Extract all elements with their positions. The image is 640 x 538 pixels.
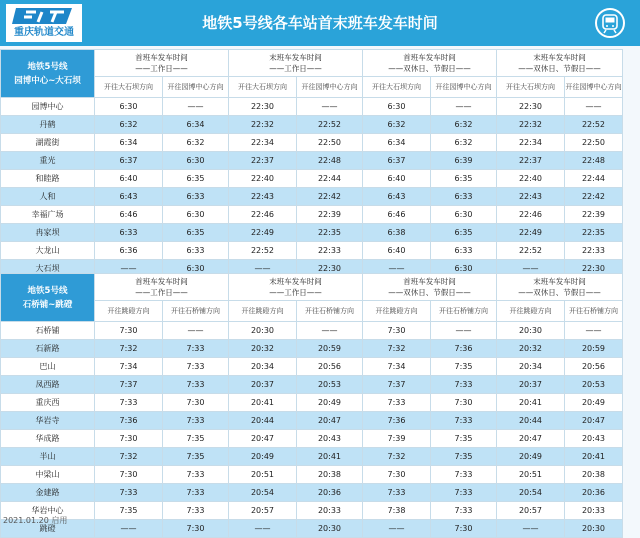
- time-cell: 20:43: [565, 430, 623, 448]
- time-cell: 20:32: [229, 340, 297, 358]
- group-subtitle: ——工作日——: [269, 64, 322, 73]
- time-cell: 20:41: [497, 394, 565, 412]
- time-cell: 22:32: [229, 116, 297, 134]
- time-cell: ——: [229, 260, 297, 278]
- time-cell: 6:34: [363, 134, 431, 152]
- time-cell: 20:59: [565, 340, 623, 358]
- time-cell: 7:33: [95, 394, 163, 412]
- time-cell: 22:49: [229, 224, 297, 242]
- time-cell: 6:30: [431, 206, 497, 224]
- time-cell: 20:44: [497, 412, 565, 430]
- direction-header: 开往石桥铺方向: [297, 301, 363, 322]
- time-cell: 22:46: [229, 206, 297, 224]
- table-row: [1, 206, 623, 224]
- time-cell: 22:39: [297, 206, 363, 224]
- direction-header: 开往跳磴方向: [95, 301, 163, 322]
- group-header: [363, 50, 497, 77]
- timetable-section-1: [0, 49, 623, 278]
- station-name: 冉家坝: [1, 224, 95, 242]
- time-cell: 7:35: [95, 502, 163, 520]
- station-name: 中梁山: [1, 466, 95, 484]
- group-header: [497, 50, 623, 77]
- time-cell: 20:36: [565, 484, 623, 502]
- time-cell: ——: [363, 520, 431, 538]
- time-cell: ——: [431, 322, 497, 340]
- time-cell: ——: [163, 322, 229, 340]
- time-cell: 20:54: [497, 484, 565, 502]
- group-header: [363, 274, 497, 301]
- section-label: [1, 50, 95, 98]
- route-name: 石桥铺~跳磴: [22, 299, 73, 310]
- group-subtitle: ——双休日、节假日——: [388, 64, 471, 73]
- time-cell: 20:41: [565, 448, 623, 466]
- time-cell: 7:30: [163, 520, 229, 538]
- group-subtitle: ——工作日——: [135, 64, 188, 73]
- time-cell: 7:33: [163, 376, 229, 394]
- time-cell: 7:35: [163, 430, 229, 448]
- group-title: 首班车发车时间: [403, 277, 456, 286]
- time-cell: 7:30: [163, 394, 229, 412]
- direction-header: 开往园博中心方向: [565, 77, 623, 98]
- time-cell: 22:48: [565, 152, 623, 170]
- time-cell: 7:30: [95, 466, 163, 484]
- time-cell: 20:59: [297, 340, 363, 358]
- time-cell: 7:39: [363, 430, 431, 448]
- time-cell: 7:32: [363, 340, 431, 358]
- station-name: 凤西路: [1, 376, 95, 394]
- direction-header: 开往石桥铺方向: [431, 301, 497, 322]
- time-cell: 20:33: [565, 502, 623, 520]
- time-cell: 22:33: [297, 242, 363, 260]
- table-row: [1, 322, 623, 340]
- station-name: 跳磴: [1, 520, 95, 538]
- time-cell: 20:47: [497, 430, 565, 448]
- logo-mark-icon: [12, 6, 76, 26]
- time-cell: 20:49: [297, 394, 363, 412]
- time-cell: 6:30: [163, 152, 229, 170]
- time-cell: 6:33: [431, 188, 497, 206]
- station-name: 幸福广场: [1, 206, 95, 224]
- time-cell: 7:30: [363, 322, 431, 340]
- time-cell: 7:33: [431, 376, 497, 394]
- time-cell: 22:52: [497, 242, 565, 260]
- direction-header: 开往园博中心方向: [163, 77, 229, 98]
- time-cell: 6:32: [163, 134, 229, 152]
- time-cell: 7:32: [363, 448, 431, 466]
- group-title: 末班车发车时间: [533, 277, 586, 286]
- time-cell: 7:36: [95, 412, 163, 430]
- section-label: [1, 274, 95, 322]
- time-cell: 20:49: [497, 448, 565, 466]
- station-name: 重庆西: [1, 394, 95, 412]
- station-name: 华岩寺: [1, 412, 95, 430]
- time-cell: 22:44: [297, 170, 363, 188]
- time-cell: 6:46: [363, 206, 431, 224]
- group-subtitle: ——工作日——: [135, 288, 188, 297]
- station-name: 华成路: [1, 430, 95, 448]
- station-name: 半山: [1, 448, 95, 466]
- time-cell: 7:30: [95, 430, 163, 448]
- table-row: [1, 376, 623, 394]
- table-row: [1, 116, 623, 134]
- time-cell: 7:34: [95, 358, 163, 376]
- time-cell: 20:30: [565, 520, 623, 538]
- table-row: [1, 98, 623, 116]
- time-cell: 20:53: [565, 376, 623, 394]
- time-cell: 6:35: [163, 224, 229, 242]
- time-cell: 20:38: [565, 466, 623, 484]
- time-cell: 20:30: [229, 322, 297, 340]
- time-cell: 20:30: [297, 520, 363, 538]
- time-cell: 20:51: [497, 466, 565, 484]
- time-cell: 7:36: [363, 412, 431, 430]
- time-cell: 7:33: [363, 394, 431, 412]
- time-cell: 20:53: [297, 376, 363, 394]
- time-cell: 7:38: [363, 502, 431, 520]
- time-cell: 7:30: [431, 520, 497, 538]
- time-cell: 20:34: [229, 358, 297, 376]
- time-cell: 22:37: [229, 152, 297, 170]
- time-cell: 6:39: [431, 152, 497, 170]
- time-cell: 6:46: [95, 206, 163, 224]
- time-cell: 6:36: [95, 242, 163, 260]
- header: [0, 0, 640, 46]
- time-cell: 7:36: [431, 340, 497, 358]
- time-cell: ——: [497, 260, 565, 278]
- time-cell: 20:33: [297, 502, 363, 520]
- time-cell: 22:50: [297, 134, 363, 152]
- direction-header: 开往园博中心方向: [431, 77, 497, 98]
- time-cell: 7:32: [95, 340, 163, 358]
- time-cell: ——: [229, 520, 297, 538]
- time-cell: 20:47: [565, 412, 623, 430]
- table-row: [1, 188, 623, 206]
- time-cell: 6:33: [163, 188, 229, 206]
- group-header: [95, 50, 229, 77]
- time-cell: 7:35: [431, 358, 497, 376]
- time-cell: 6:40: [363, 170, 431, 188]
- time-cell: 7:30: [431, 394, 497, 412]
- time-cell: 22:34: [229, 134, 297, 152]
- route-name: 园博中心~大石坝: [14, 75, 81, 86]
- direction-header: 开往大石坝方向: [229, 77, 297, 98]
- time-cell: 7:33: [431, 412, 497, 430]
- time-cell: 7:33: [163, 412, 229, 430]
- time-cell: 22:30: [297, 260, 363, 278]
- time-cell: 7:33: [163, 340, 229, 358]
- station-name: 园博中心: [1, 98, 95, 116]
- station-name: 巴山: [1, 358, 95, 376]
- direction-header: 开往大石坝方向: [497, 77, 565, 98]
- station-name: 华岩中心: [1, 502, 95, 520]
- time-cell: 6:35: [431, 224, 497, 242]
- time-cell: 7:34: [363, 358, 431, 376]
- time-cell: 7:33: [431, 502, 497, 520]
- group-header: [229, 274, 363, 301]
- group-subtitle: ——工作日——: [269, 288, 322, 297]
- table-row: [1, 358, 623, 376]
- time-cell: 7:33: [363, 484, 431, 502]
- station-name: 重光: [1, 152, 95, 170]
- time-cell: 6:40: [363, 242, 431, 260]
- time-cell: 20:47: [229, 430, 297, 448]
- station-name: 丹鹤: [1, 116, 95, 134]
- time-cell: 6:43: [95, 188, 163, 206]
- time-cell: ——: [565, 98, 623, 116]
- table-row: [1, 152, 623, 170]
- station-name: 石桥铺: [1, 322, 95, 340]
- time-cell: 22:30: [497, 98, 565, 116]
- time-cell: 6:35: [431, 170, 497, 188]
- table-row: [1, 134, 623, 152]
- time-cell: 20:43: [297, 430, 363, 448]
- line-name: 地铁5号线: [27, 61, 68, 72]
- table-row: [1, 394, 623, 412]
- station-name: 和睦路: [1, 170, 95, 188]
- group-subtitle: ——双休日、节假日——: [518, 64, 601, 73]
- direction-header: 开往园博中心方向: [297, 77, 363, 98]
- time-cell: 7:33: [163, 484, 229, 502]
- table-row: [1, 412, 623, 430]
- logo-text: 重庆轨道交通: [14, 27, 74, 38]
- time-cell: 22:33: [565, 242, 623, 260]
- time-cell: 6:30: [163, 260, 229, 278]
- time-cell: 20:44: [229, 412, 297, 430]
- time-cell: 20:49: [229, 448, 297, 466]
- time-cell: 22:52: [297, 116, 363, 134]
- time-cell: 7:32: [95, 448, 163, 466]
- time-cell: 22:30: [565, 260, 623, 278]
- time-cell: 20:56: [297, 358, 363, 376]
- time-cell: 6:34: [163, 116, 229, 134]
- time-cell: 22:49: [497, 224, 565, 242]
- time-cell: 22:43: [229, 188, 297, 206]
- station-name: 金建路: [1, 484, 95, 502]
- table-row: [1, 242, 623, 260]
- time-cell: 22:34: [497, 134, 565, 152]
- time-cell: ——: [565, 322, 623, 340]
- time-cell: 6:43: [363, 188, 431, 206]
- table-row: [1, 466, 623, 484]
- time-cell: ——: [497, 520, 565, 538]
- time-cell: 6:34: [95, 134, 163, 152]
- time-cell: 22:46: [497, 206, 565, 224]
- time-cell: 20:56: [565, 358, 623, 376]
- direction-header: 开往跳磴方向: [229, 301, 297, 322]
- time-cell: ——: [297, 322, 363, 340]
- time-cell: 22:52: [229, 242, 297, 260]
- time-cell: 22:35: [565, 224, 623, 242]
- time-cell: 7:33: [163, 358, 229, 376]
- time-cell: 22:52: [565, 116, 623, 134]
- time-cell: 6:33: [163, 242, 229, 260]
- direction-header: 开往大石坝方向: [95, 77, 163, 98]
- time-cell: 22:32: [497, 116, 565, 134]
- time-cell: 20:51: [229, 466, 297, 484]
- direction-header: 开往石桥铺方向: [163, 301, 229, 322]
- table-row: [1, 340, 623, 358]
- time-cell: 22:48: [297, 152, 363, 170]
- direction-header: 开往跳磴方向: [497, 301, 565, 322]
- time-cell: 20:47: [297, 412, 363, 430]
- time-cell: 22:39: [565, 206, 623, 224]
- time-cell: 6:35: [163, 170, 229, 188]
- time-cell: 7:33: [431, 466, 497, 484]
- footer-note: 2021.01.20 启用: [3, 516, 68, 525]
- table-row: [1, 448, 623, 466]
- time-cell: 22:50: [565, 134, 623, 152]
- time-cell: 20:37: [229, 376, 297, 394]
- time-cell: 6:32: [431, 134, 497, 152]
- time-cell: 20:57: [497, 502, 565, 520]
- time-cell: 7:30: [95, 322, 163, 340]
- time-cell: 20:49: [565, 394, 623, 412]
- time-cell: 7:33: [163, 502, 229, 520]
- time-cell: 20:36: [297, 484, 363, 502]
- time-cell: 20:30: [497, 322, 565, 340]
- group-header: [95, 274, 229, 301]
- time-cell: 6:33: [431, 242, 497, 260]
- table-row: [1, 170, 623, 188]
- timetable-section-2: [0, 273, 623, 538]
- time-cell: ——: [431, 98, 497, 116]
- time-cell: 22:40: [497, 170, 565, 188]
- station-name: 湖霞街: [1, 134, 95, 152]
- time-cell: ——: [297, 98, 363, 116]
- group-subtitle: ——双休日、节假日——: [388, 288, 471, 297]
- time-cell: ——: [163, 98, 229, 116]
- logo: [6, 4, 82, 42]
- train-icon: [595, 8, 625, 38]
- time-cell: 20:37: [497, 376, 565, 394]
- page-title: 地铁5号线各车站首末班车发车时间: [202, 14, 438, 32]
- station-name: 石新路: [1, 340, 95, 358]
- time-cell: 6:37: [95, 152, 163, 170]
- table-row: [1, 430, 623, 448]
- time-cell: 6:38: [363, 224, 431, 242]
- time-cell: 7:33: [95, 484, 163, 502]
- time-cell: 7:35: [431, 448, 497, 466]
- group-title: 首班车发车时间: [135, 277, 188, 286]
- time-cell: 22:43: [497, 188, 565, 206]
- time-cell: 22:30: [229, 98, 297, 116]
- table-row: [1, 484, 623, 502]
- time-cell: 20:54: [229, 484, 297, 502]
- time-cell: 20:32: [497, 340, 565, 358]
- group-title: 末班车发车时间: [269, 53, 322, 62]
- time-cell: 22:40: [229, 170, 297, 188]
- line-name: 地铁5号线: [27, 285, 68, 296]
- direction-header: 开往跳磴方向: [363, 301, 431, 322]
- time-cell: 22:42: [297, 188, 363, 206]
- time-cell: 6:33: [95, 224, 163, 242]
- table-row: [1, 502, 623, 520]
- time-cell: ——: [95, 260, 163, 278]
- time-cell: 7:33: [163, 466, 229, 484]
- time-cell: 20:41: [229, 394, 297, 412]
- time-cell: 6:30: [363, 98, 431, 116]
- direction-header: 开往大石坝方向: [363, 77, 431, 98]
- time-cell: 20:34: [497, 358, 565, 376]
- time-cell: ——: [95, 520, 163, 538]
- time-cell: 22:35: [297, 224, 363, 242]
- time-cell: 22:42: [565, 188, 623, 206]
- time-cell: 7:33: [431, 484, 497, 502]
- time-cell: 7:35: [163, 448, 229, 466]
- time-cell: ——: [363, 260, 431, 278]
- group-header: [497, 274, 623, 301]
- group-header: [229, 50, 363, 77]
- group-title: 末班车发车时间: [269, 277, 322, 286]
- time-cell: 6:32: [95, 116, 163, 134]
- time-cell: 6:30: [95, 98, 163, 116]
- direction-header: 开往石桥铺方向: [565, 301, 623, 322]
- time-cell: 6:30: [163, 206, 229, 224]
- table-row: [1, 520, 623, 538]
- time-cell: 20:41: [297, 448, 363, 466]
- table-row: [1, 224, 623, 242]
- time-cell: 22:37: [497, 152, 565, 170]
- time-cell: 20:38: [297, 466, 363, 484]
- time-cell: 6:40: [95, 170, 163, 188]
- time-cell: 20:57: [229, 502, 297, 520]
- time-cell: 7:30: [363, 466, 431, 484]
- time-cell: 6:37: [363, 152, 431, 170]
- group-title: 末班车发车时间: [533, 53, 586, 62]
- time-cell: 7:37: [95, 376, 163, 394]
- time-cell: 7:35: [431, 430, 497, 448]
- time-cell: 6:32: [363, 116, 431, 134]
- group-subtitle: ——双休日、节假日——: [518, 288, 601, 297]
- time-cell: 22:44: [565, 170, 623, 188]
- time-cell: 6:30: [431, 260, 497, 278]
- group-title: 首班车发车时间: [135, 53, 188, 62]
- time-cell: 6:32: [431, 116, 497, 134]
- time-cell: 7:37: [363, 376, 431, 394]
- station-name: 人和: [1, 188, 95, 206]
- group-title: 首班车发车时间: [403, 53, 456, 62]
- station-name: 大石坝: [1, 260, 95, 278]
- station-name: 大龙山: [1, 242, 95, 260]
